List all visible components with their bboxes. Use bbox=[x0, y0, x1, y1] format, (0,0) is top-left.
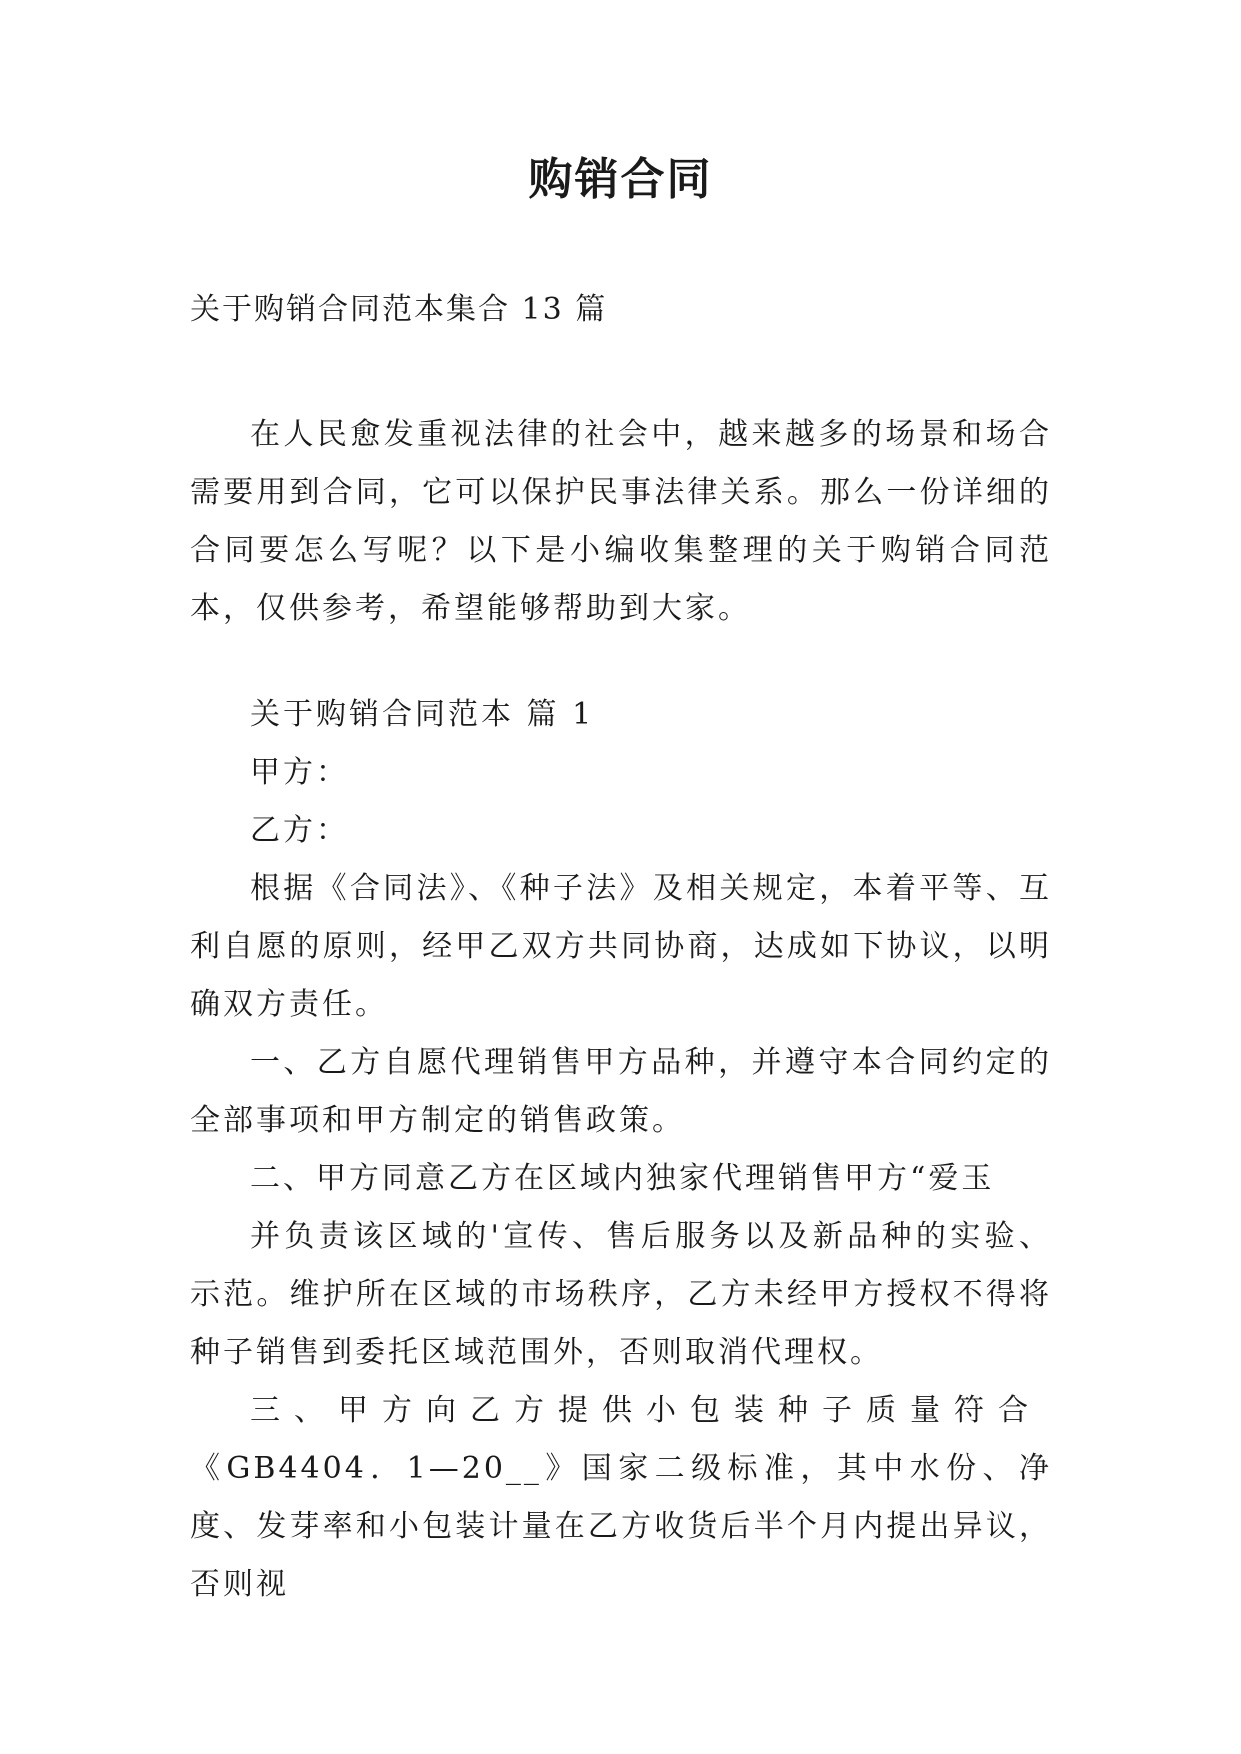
party-a-line: 甲方： bbox=[250, 755, 349, 790]
document-subtitle: 关于购销合同范本集合 13 篇 bbox=[190, 292, 608, 327]
clause-3-continued: 《GB4404．1—20__》国家二级标准，其中水份、净度、发芽率和小包装计量在乙方收货后半个月内提出异议，否则视 bbox=[190, 1451, 1052, 1602]
section-1 bbox=[190, 686, 1052, 1614]
clause-2: 二、甲方同意乙方在区域内独家代理销售甲方“爱玉 bbox=[250, 1161, 995, 1196]
intro-paragraph: 在人民愈发重视法律的社会中，越来越多的场景和场合需要用到合同，它可以保护民事法律关系。那么一份详细的合同要怎么写呢？以下是小编收集整理的关于购销合同范本，仅供参考，希望能够帮助到大家。 bbox=[190, 417, 1052, 626]
intro-block bbox=[190, 406, 1052, 638]
document-title: 购销合同 bbox=[528, 154, 713, 205]
party-b-line: 乙方： bbox=[250, 813, 349, 848]
clause-2-continued: 并负责该区域的'宣传、售后服务以及新品种的实验、示范。维护所在区域的市场秩序，乙方未经甲方授权不得将种子销售到委托区域范围外，否则取消代理权。 bbox=[190, 1219, 1052, 1370]
clause-preamble: 根据《合同法》、《种子法》及相关规定，本着平等、互利自愿的原则，经甲乙双方共同协商，达成如下协议，以明确双方责任。 bbox=[190, 871, 1052, 1022]
section-heading: 关于购销合同范本 篇 1 bbox=[250, 697, 595, 732]
clause-3: 三、甲方向乙方提供小包装种子质量符合 bbox=[250, 1393, 1042, 1428]
clause-1: 一、乙方自愿代理销售甲方品种，并遵守本合同约定的全部事项和甲方制定的销售政策。 bbox=[190, 1045, 1052, 1138]
